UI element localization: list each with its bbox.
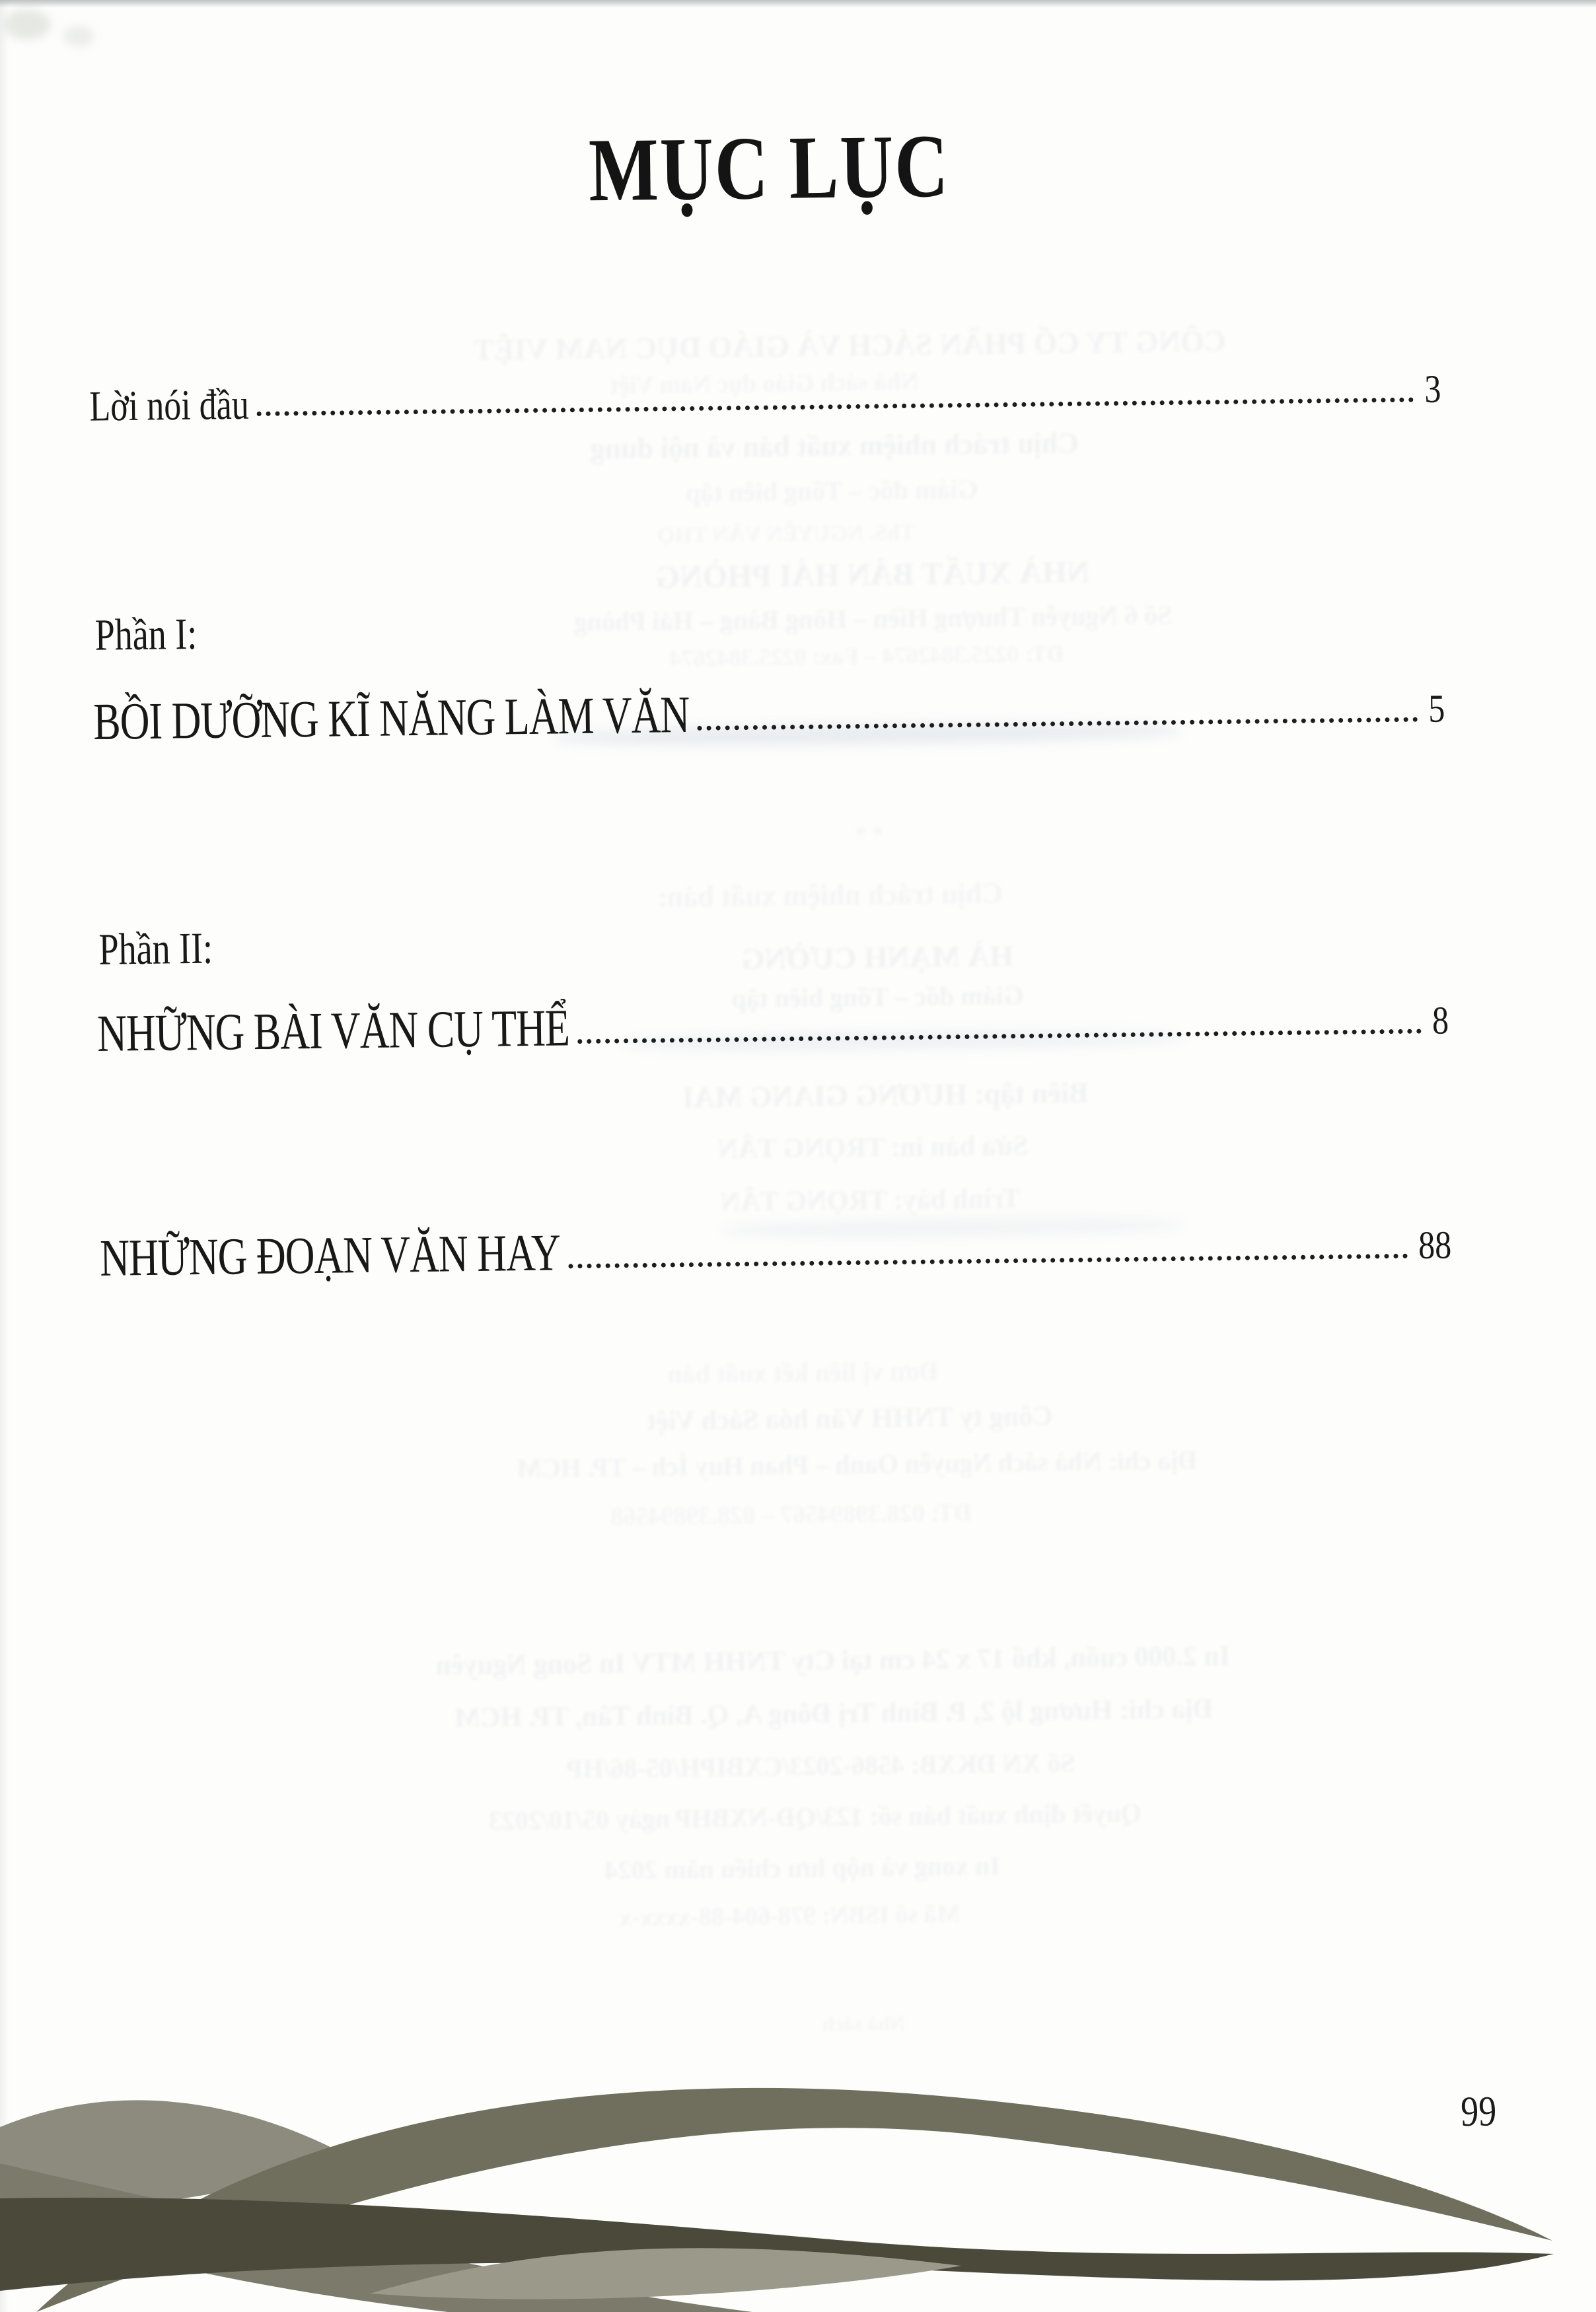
page-title: MỤC LỤC — [588, 116, 951, 221]
ghost-bleedthrough-line: Quyết định xuất bản số: 123/QĐ-NXBHP ngày 05/10/2023 — [488, 1797, 1142, 1836]
toc-row — [96, 980, 1449, 1063]
toc-entry-page-number: 5 — [1428, 686, 1445, 731]
wave-svg — [0, 2028, 1596, 2312]
toc-row — [89, 353, 1441, 429]
ghost-bleedthrough-line: Trình bày: TRỌNG TÂN — [720, 1184, 1021, 1218]
toc-entry-page-number: 8 — [1432, 997, 1449, 1042]
page-number: 99 — [1460, 2087, 1497, 2136]
toc-section-prefix: Phần II: — [98, 923, 213, 974]
ghost-bleedthrough-line: HÀ MẠNH CƯỜNG — [741, 939, 1014, 976]
toc-row — [92, 672, 1445, 751]
toc-section-prefix: Phần I: — [94, 608, 198, 660]
ghost-bleedthrough-line: Sửa bản in: TRỌNG TÂN — [717, 1130, 1029, 1165]
dot-leader — [257, 398, 1414, 416]
ghost-bleedthrough-line: Giám đốc – Tổng biên tập — [731, 980, 1025, 1014]
toc-entry-page-number: 3 — [1424, 366, 1441, 412]
ghost-bleedthrough-line — [657, 522, 915, 548]
toc-entry-label: Lời nói đầu — [89, 381, 250, 431]
ghost-bleedthrough-line: Biên tập: HƯƠNG GIANG MAI — [682, 1076, 1089, 1114]
ghost-bleedthrough-line: NHÀ XUẤT BẢN HẢI PHÒNG — [655, 554, 1090, 595]
ghost-bleedthrough-line — [686, 476, 978, 506]
toc-entry-label: BỒI DƯỠNG KĨ NĂNG LÀM VĂN — [92, 686, 690, 751]
ghost-bleedthrough-line — [669, 641, 1064, 670]
ghost-bleedthrough-line: Số XN ĐKXB: 4586-2023/CXBIPH/05-86/HP — [566, 1748, 1075, 1784]
dot-leader — [697, 717, 1418, 731]
dot-leader — [568, 1254, 1408, 1269]
toc-entry-label: NHỮNG ĐOẠN VĂN HAY — [99, 1224, 561, 1287]
ghost-bleedthrough-line: CÔNG TY CỔ PHẦN SÁCH VÀ GIÁO DỤC NAM VIỆT — [473, 324, 1227, 367]
toc-entry-page-number: 88 — [1418, 1222, 1452, 1268]
ghost-bleedthrough-line: In xong và nộp lưu chiểu năm 2024 — [604, 1850, 1001, 1885]
dot-leader — [577, 1029, 1422, 1044]
ghost-bleedthrough-line: Địa chỉ: Nhà sách Nguyễn Oanh – Phan Huy Ích – TP. HCM — [516, 1445, 1198, 1484]
ghost-bleedthrough-line — [667, 1358, 938, 1388]
ghost-bleedthrough-line — [610, 1500, 972, 1530]
ghost-bleedthrough-line: Số 6 Nguyễn Thượng Hiền – Hồng Bàng – Hải Phòng — [573, 600, 1173, 637]
ghost-bleedthrough-line: In 2.000 cuốn, khổ 17 x 24 cm tại Cty TNHH MTV In Song Nguyên — [435, 1641, 1231, 1681]
toc-entry-label: NHỮNG BÀI VĂN CỤ THỂ — [96, 999, 570, 1063]
ghost-bleedthrough-line — [855, 823, 883, 846]
ghost-bleedthrough-line: Địa chỉ: Hương lộ 2, P. Bình Trị Đông A, Q. Bình Tân, TP. HCM — [454, 1694, 1214, 1734]
toc-row — [100, 1209, 1452, 1285]
ghost-bleedthrough-line: Công ty TNHH Văn hóa Sách Việt — [646, 1401, 1053, 1437]
ghost-bleedthrough-line: Chịu trách nhiệm xuất bản và nội dung — [590, 426, 1079, 465]
ghost-bleedthrough-line — [619, 1901, 961, 1930]
ghost-bleedthrough-line — [657, 879, 1003, 912]
bottom-wave-decoration — [0, 2028, 1596, 2312]
